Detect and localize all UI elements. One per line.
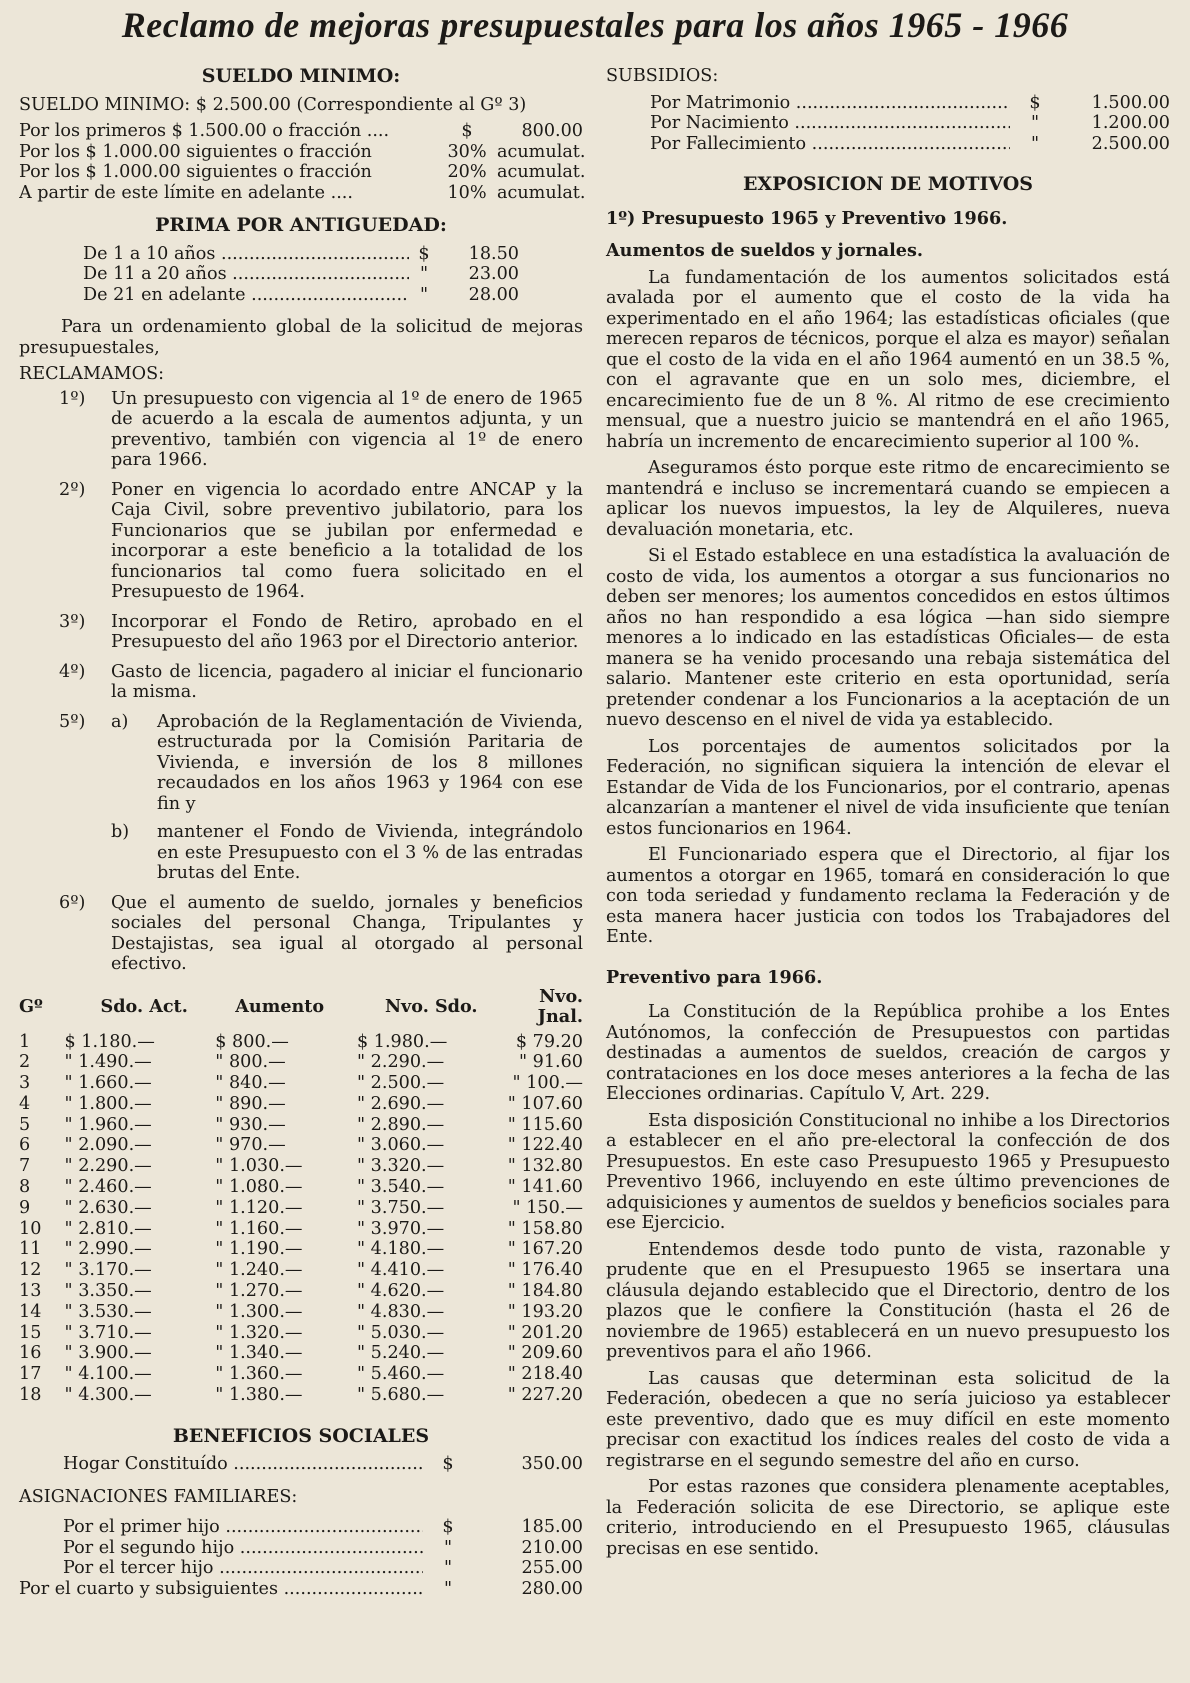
table-row: [19, 1135, 583, 1156]
sueldo-rows: [19, 121, 586, 203]
table-cell: 6: [19, 1135, 31, 1156]
claim-item: 5º) a) Aprobación de la Reglamentación de Vivienda, estructurada por la Comisión Paritaria de Vivienda, e inversión de los 8 millones recaudados en los años 1963 y 1964 con ese fin y b) mantener el Fondo de Vivienda, integrándolo en este Presupuesto con el 3 % de las entradas brutas del Ente.: [59, 711, 583, 883]
table-cell: " 1.030.—: [215, 1156, 303, 1177]
table-cell: " 2.690.—: [356, 1093, 445, 1114]
table-cell: 8: [19, 1177, 31, 1198]
table-cell: " 3.530.—: [64, 1301, 152, 1322]
table-cell: " 100.—: [512, 1073, 583, 1094]
table-cell: " 4.410.—: [356, 1260, 445, 1281]
table-cell: " 3.060.—: [356, 1135, 445, 1156]
table-row: [19, 1302, 583, 1323]
table-cell: " 890.—: [215, 1093, 286, 1114]
table-cell: $ 1.180.—: [64, 1031, 155, 1052]
table-row: [19, 1385, 583, 1406]
asignacion-row: Por el segundo hijo ..... " 210.00: [63, 1538, 583, 1559]
table-cell: 7: [19, 1156, 31, 1177]
table-cell: " 227.20: [507, 1385, 583, 1406]
table-cell: " 1.340.—: [215, 1343, 303, 1364]
prima-row: De 11 a 20 años ..... " 23.00: [83, 264, 519, 285]
table-cell: 11: [19, 1239, 42, 1260]
subsidio-row: Por Nacimiento ..... " 1.200.00: [650, 113, 1170, 134]
table-cell: " 3.970.—: [356, 1218, 445, 1239]
table-row: [19, 1323, 583, 1344]
sueldo-minimo-line: SUELDO MINIMO: $ 2.500.00 (Correspondiente al Gº 3): [19, 94, 527, 115]
section-2-heading: Preventivo para 1966.: [606, 966, 823, 988]
table-row: [19, 1219, 583, 1240]
table-cell: " 2.500.—: [356, 1073, 445, 1094]
table-cell: " 840.—: [215, 1073, 286, 1094]
claim-5a: a) Aprobación de la Reglamentación de Vivienda, estructurada por la Comisión Paritaria de Vivienda, e inversión de los 8 millones recaudados en los años 1963 y 1964 con ese fin y: [111, 711, 583, 814]
document-title: Reclamo de mejoras presupuestales para los años 1965 - 1966: [121, 5, 1069, 45]
table-row: [19, 1094, 583, 1115]
table-cell: " 158.80: [507, 1218, 583, 1239]
asignacion-row: Por el cuarto y subsiguientes ..... " 280.00: [19, 1579, 583, 1600]
table-cell: " 107.60: [507, 1093, 583, 1114]
claim-5b: b) mantener el Fondo de Vivienda, integrándolo en este Presupuesto con el 3 % de las entradas brutas del Ente.: [111, 822, 583, 883]
table-cell: " 970.—: [215, 1135, 286, 1156]
claim-item: 6º) Que el aumento de sueldo, jornales y beneficios sociales del personal Changa, Tripulantes y Destajistas, sea igual al otorgado al personal efectivo.: [59, 892, 583, 974]
table-cell: " 930.—: [215, 1114, 286, 1135]
table-row: [19, 1364, 583, 1385]
body-paragraph: La Constitución de la República prohibe a los Entes Autónomos, la confección de Presupuestos con partidas destinadas a aumentos de sueldos, creación de cargos y contrataciones en los doce meses anteriores a la fecha de las Elecciones ordinarias. Capítulo V, Art. 229.: [606, 1002, 1170, 1104]
section-1-heading: 1º) Presupuesto 1965 y Preventivo 1966.: [606, 207, 1008, 229]
table-cell: " 122.40: [507, 1135, 583, 1156]
table-cell: " 2.290.—: [356, 1052, 445, 1073]
table-row: [19, 1343, 583, 1364]
claims-list: [19, 389, 583, 975]
claim-item: 1º) Un presupuesto con vigencia al 1º de enero de 1965 de acuerdo a la escala de aumentos adjunta, y un preventivo, también con vigencia al 1º de enero para 1966.: [59, 388, 583, 470]
section-1-subheading: Aumentos de sueldos y jornales.: [606, 240, 924, 261]
claim-item: 2º) Poner en vigencia lo acordado entre ANCAP y la Caja Civil, sobre preventivo jubilatorio, para los Funcionarios que se jubilan por enfermedad e incorporar a este beneficio a la totalidad de los funcionarios tal como fuera solicitado en el Presupuesto de 1964.: [59, 479, 583, 602]
table-cell: " 2.290.—: [64, 1156, 152, 1177]
table-cell: 5: [19, 1114, 31, 1135]
salary-scale-body: [19, 1032, 583, 1406]
table-cell: " 176.40: [507, 1260, 583, 1281]
reclamamos-heading: RECLAMAMOS:: [19, 364, 165, 384]
table-cell: " 193.20: [507, 1301, 583, 1322]
salary-scale-table: [19, 987, 583, 1406]
table-cell: " 1.800.—: [64, 1093, 152, 1114]
table-cell: " 3.320.—: [356, 1156, 445, 1177]
asignaciones-heading: ASIGNACIONES FAMILIARES:: [19, 1486, 298, 1507]
table-cell: " 184.80: [507, 1281, 583, 1302]
table-cell: 1: [19, 1031, 31, 1052]
table-cell: $ 1.980.—: [356, 1031, 448, 1052]
sueldo-row: Por los primeros $ 1.500.00 o fracción .... $ 800.00: [19, 121, 583, 141]
table-cell: " 2.810.—: [64, 1218, 152, 1239]
table-cell: 4: [19, 1093, 31, 1114]
table-cell: " 3.540.—: [356, 1177, 445, 1198]
table-cell: 13: [19, 1281, 42, 1302]
table-cell: " 4.100.—: [64, 1364, 152, 1385]
table-row: [19, 1156, 583, 1177]
table-cell: " 201.20: [507, 1322, 583, 1343]
asignacion-row: Por el tercer hijo ..... " 255.00: [63, 1558, 583, 1579]
table-cell: 18: [19, 1385, 42, 1406]
table-cell: " 91.60: [518, 1052, 583, 1073]
table-cell: " 5.460.—: [356, 1364, 445, 1385]
table-cell: " 3.710.—: [64, 1322, 152, 1343]
prima-antiguedad-heading: PRIMA POR ANTIGUEDAD:: [155, 214, 447, 236]
table-cell: " 1.300.—: [215, 1301, 303, 1322]
table-cell: " 1.960.—: [64, 1114, 152, 1135]
table-cell: " 2.890.—: [356, 1114, 445, 1135]
table-cell: " 5.680.—: [356, 1385, 445, 1406]
table-cell: 16: [19, 1343, 42, 1364]
table-cell: " 1.270.—: [215, 1281, 303, 1302]
table-cell: " 1.660.—: [64, 1073, 152, 1094]
prima-row: De 21 en adelante ..... " 28.00: [83, 285, 519, 306]
table-cell: " 4.830.—: [356, 1301, 445, 1322]
right-column: [606, 66, 1170, 1563]
subsidio-row: Por Fallecimiento ..... " 2.500.00: [650, 134, 1170, 155]
table-cell: " 3.900.—: [64, 1343, 152, 1364]
exposicion-heading: EXPOSICION DE MOTIVOS: [742, 173, 1034, 195]
table-cell: " 1.190.—: [215, 1239, 303, 1260]
table-cell: " 2.460.—: [64, 1177, 152, 1198]
table-cell: " 150.—: [512, 1197, 583, 1218]
table-row: [19, 1177, 583, 1198]
body-paragraph: La fundamentación de los aumentos solicitados está avalada por el aumento que el costo de la vida ha experimentado en el año 1964; las estadísticas oficiales (que merecen reparos de técnicos, porque el alza es mayor) señalan que el costo de la vida en el año 1964 aumentó en un 38.5 %, con el agravante que en un solo mes, diciembre, el encarecimiento fue de un 8 %. Al ritmo de ese crecimiento mensual, que a nuestro juicio se mantendrá en el año 1965, habría un incremento de encarecimiento superior al 100 %.: [606, 267, 1170, 452]
table-row: [19, 1260, 583, 1281]
claim-item: 4º) Gasto de licencia, pagadero al iniciar el funcionario la misma.: [59, 661, 583, 702]
body-paragraph: Por estas razones que considera plenamente aceptables, la Federación solicita de ese Directorio, se aplique este criterio, introduciendo en el Presupuesto 1965, cláusulas precisas en ese sentido.: [606, 1477, 1170, 1559]
left-column: [19, 65, 586, 1599]
table-cell: " 4.300.—: [64, 1385, 152, 1406]
table-row: [19, 1281, 583, 1302]
table-cell: " 800.—: [215, 1052, 286, 1073]
intro-paragraph: Para un ordenamiento global de la solicitud de mejoras presupuestales,: [19, 317, 583, 358]
table-header-row: Gº Sdo. Act. Aumento Nvo. Sdo. Nvo. Jnal.: [19, 985, 583, 1027]
table-cell: " 167.20: [507, 1239, 583, 1260]
table-cell: " 1.320.—: [215, 1322, 303, 1343]
table-cell: " 1.490.—: [64, 1052, 152, 1073]
subsidio-row: Por Matrimonio ..... $ 1.500.00: [650, 93, 1170, 114]
body-paragraph: Los porcentajes de aumentos solicitados por la Federación, no significan siquiera la intención de elevar el Estandar de Vida de los Funcionarios, por el contrario, apenas alcanzarían a mantener el nivel de vida insuficiente que tenían estos funcionarios en 1964.: [606, 736, 1170, 839]
table-cell: " 4.180.—: [356, 1239, 445, 1260]
table-cell: " 218.40: [507, 1364, 583, 1385]
table-cell: 10: [19, 1218, 42, 1239]
table-row: [19, 1052, 583, 1073]
table-cell: $ 800.—: [215, 1031, 289, 1052]
sueldo-minimo-heading: SUELDO MINIMO:: [201, 65, 401, 87]
body-paragraph: Si el Estado establece en una estadística la avaluación de costo de vida, los aumentos a otorgar a sus funcionarios no deben ser menores; los aumentos concedidos en estos últimos años no han respondido a esa lógica —han sido siempre menores a lo indicado en las estadísticas Oficiales— de esta manera se ha venido procesando una rebaja sistemática del salario. Mantener este criterio en esta oportunidad, sería pretender condenar a los Funcionarios a la aceptación de un nuevo descenso en el nivel de vida ya establecido.: [606, 546, 1170, 730]
table-cell: " 3.750.—: [356, 1197, 445, 1218]
table-cell: 12: [19, 1260, 42, 1281]
table-cell: 14: [19, 1301, 42, 1322]
table-row: [19, 1115, 583, 1136]
body-paragraph: Aseguramos ésto porque este ritmo de encarecimiento se mantendrá e incluso se incrementará cuando se empiecen a aplicar los nuevos impuestos, la ley de Alquileres, nueva devaluación monetaria, etc.: [606, 458, 1170, 540]
table-cell: " 3.350.—: [64, 1281, 152, 1302]
asignaciones-rows: [19, 1517, 583, 1599]
prima-row: De 1 a 10 años ..... $ 18.50: [83, 244, 519, 265]
table-cell: " 5.030.—: [356, 1322, 445, 1343]
table-cell: " 115.60: [507, 1114, 583, 1135]
table-cell: " 1.080.—: [215, 1177, 303, 1198]
table-cell: " 5.240.—: [356, 1343, 445, 1364]
asignacion-row: Por el primer hijo ..... $ 185.00: [63, 1517, 583, 1538]
table-cell: " 3.170.—: [64, 1260, 152, 1281]
table-cell: " 1.160.—: [215, 1218, 303, 1239]
table-cell: " 2.630.—: [64, 1197, 152, 1218]
body-paragraph: Esta disposición Constitucional no inhibe a los Directorios a establecer en el año pre-electoral la confección de dos Presupuestos. En este caso Presupuesto 1965 y Presupuesto Preventivo 1966, incluyendo en este último prevenciones de adquisiciones y aumentos de sueldos y beneficios sociales para ese Ejercicio.: [606, 1110, 1170, 1233]
table-cell: " 1.360.—: [215, 1364, 303, 1385]
sueldo-row: A partir de este límite en adelante .... 10% acumulat.: [19, 182, 586, 203]
beneficios-sociales-heading: BENEFICIOS SOCIALES: [172, 1424, 430, 1447]
table-cell: 2: [19, 1052, 31, 1073]
table-cell: " 2.090.—: [64, 1135, 152, 1156]
sueldo-row: Por los $ 1.000.00 siguientes o fracción 30% acumulat.: [19, 141, 586, 162]
prima-rows: [83, 244, 519, 306]
table-cell: " 4.620.—: [356, 1281, 445, 1302]
table-row: [19, 1198, 583, 1219]
sueldo-row: Por los $ 1.000.00 siguientes o fracción 20% acumulat.: [19, 162, 586, 182]
table-cell: $ 79.20: [515, 1031, 583, 1052]
hogar-row: Hogar Constituído ..... $ 350.00: [63, 1454, 583, 1475]
claim-5-body: [111, 712, 583, 884]
subsidios-heading: SUBSIDIOS:: [606, 66, 719, 86]
body-paragraph: El Funcionariado espera que el Directorio, al fijar los aumentos a otorgar en 1965, tomará en consideración lo que con toda seriedad y fundamento reclama la Federación y de esta manera hacer justicia con todos los Trabajadores del Ente.: [606, 845, 1170, 947]
table-cell: " 141.60: [507, 1177, 583, 1198]
table-cell: " 209.60: [507, 1343, 583, 1364]
table-cell: 3: [19, 1073, 31, 1094]
table-cell: " 2.990.—: [64, 1239, 152, 1260]
table-cell: " 1.380.—: [215, 1385, 303, 1406]
claim-item: 3º) Incorporar el Fondo de Retiro, aprobado en el Presupuesto del año 1963 por el Directorio anterior.: [59, 611, 583, 652]
table-row: [19, 1073, 583, 1094]
table-cell: 15: [19, 1322, 42, 1343]
table-cell: " 132.80: [507, 1156, 583, 1177]
body-paragraph: Entendemos desde todo punto de vista, razonable y prudente que en el Presupuesto 1965 se insertara una cláusula dejando establecido que el Directorio, dentro de los plazos que le confiere la Constitución (hasta el 26 de noviembre de 1965) establecerá en un nuevo presupuesto los preventivos para el año 1966.: [606, 1239, 1170, 1362]
subsidios-rows: [650, 93, 1170, 155]
table-cell: 17: [19, 1364, 42, 1385]
body-paragraph: Las causas que determinan esta solicitud de la Federación, obedecen a que no sería juicioso ya establecer este preventivo, dado que es muy difícil en este momento precisar con exactitud los índices reales del costo de vida a registrarse en el segundo semestre del año en curso.: [606, 1368, 1170, 1471]
table-row: [19, 1032, 583, 1053]
table-row: [19, 1239, 583, 1260]
table-cell: " 1.120.—: [215, 1197, 303, 1218]
table-cell: " 1.240.—: [215, 1260, 303, 1281]
table-cell: 9: [19, 1197, 31, 1218]
